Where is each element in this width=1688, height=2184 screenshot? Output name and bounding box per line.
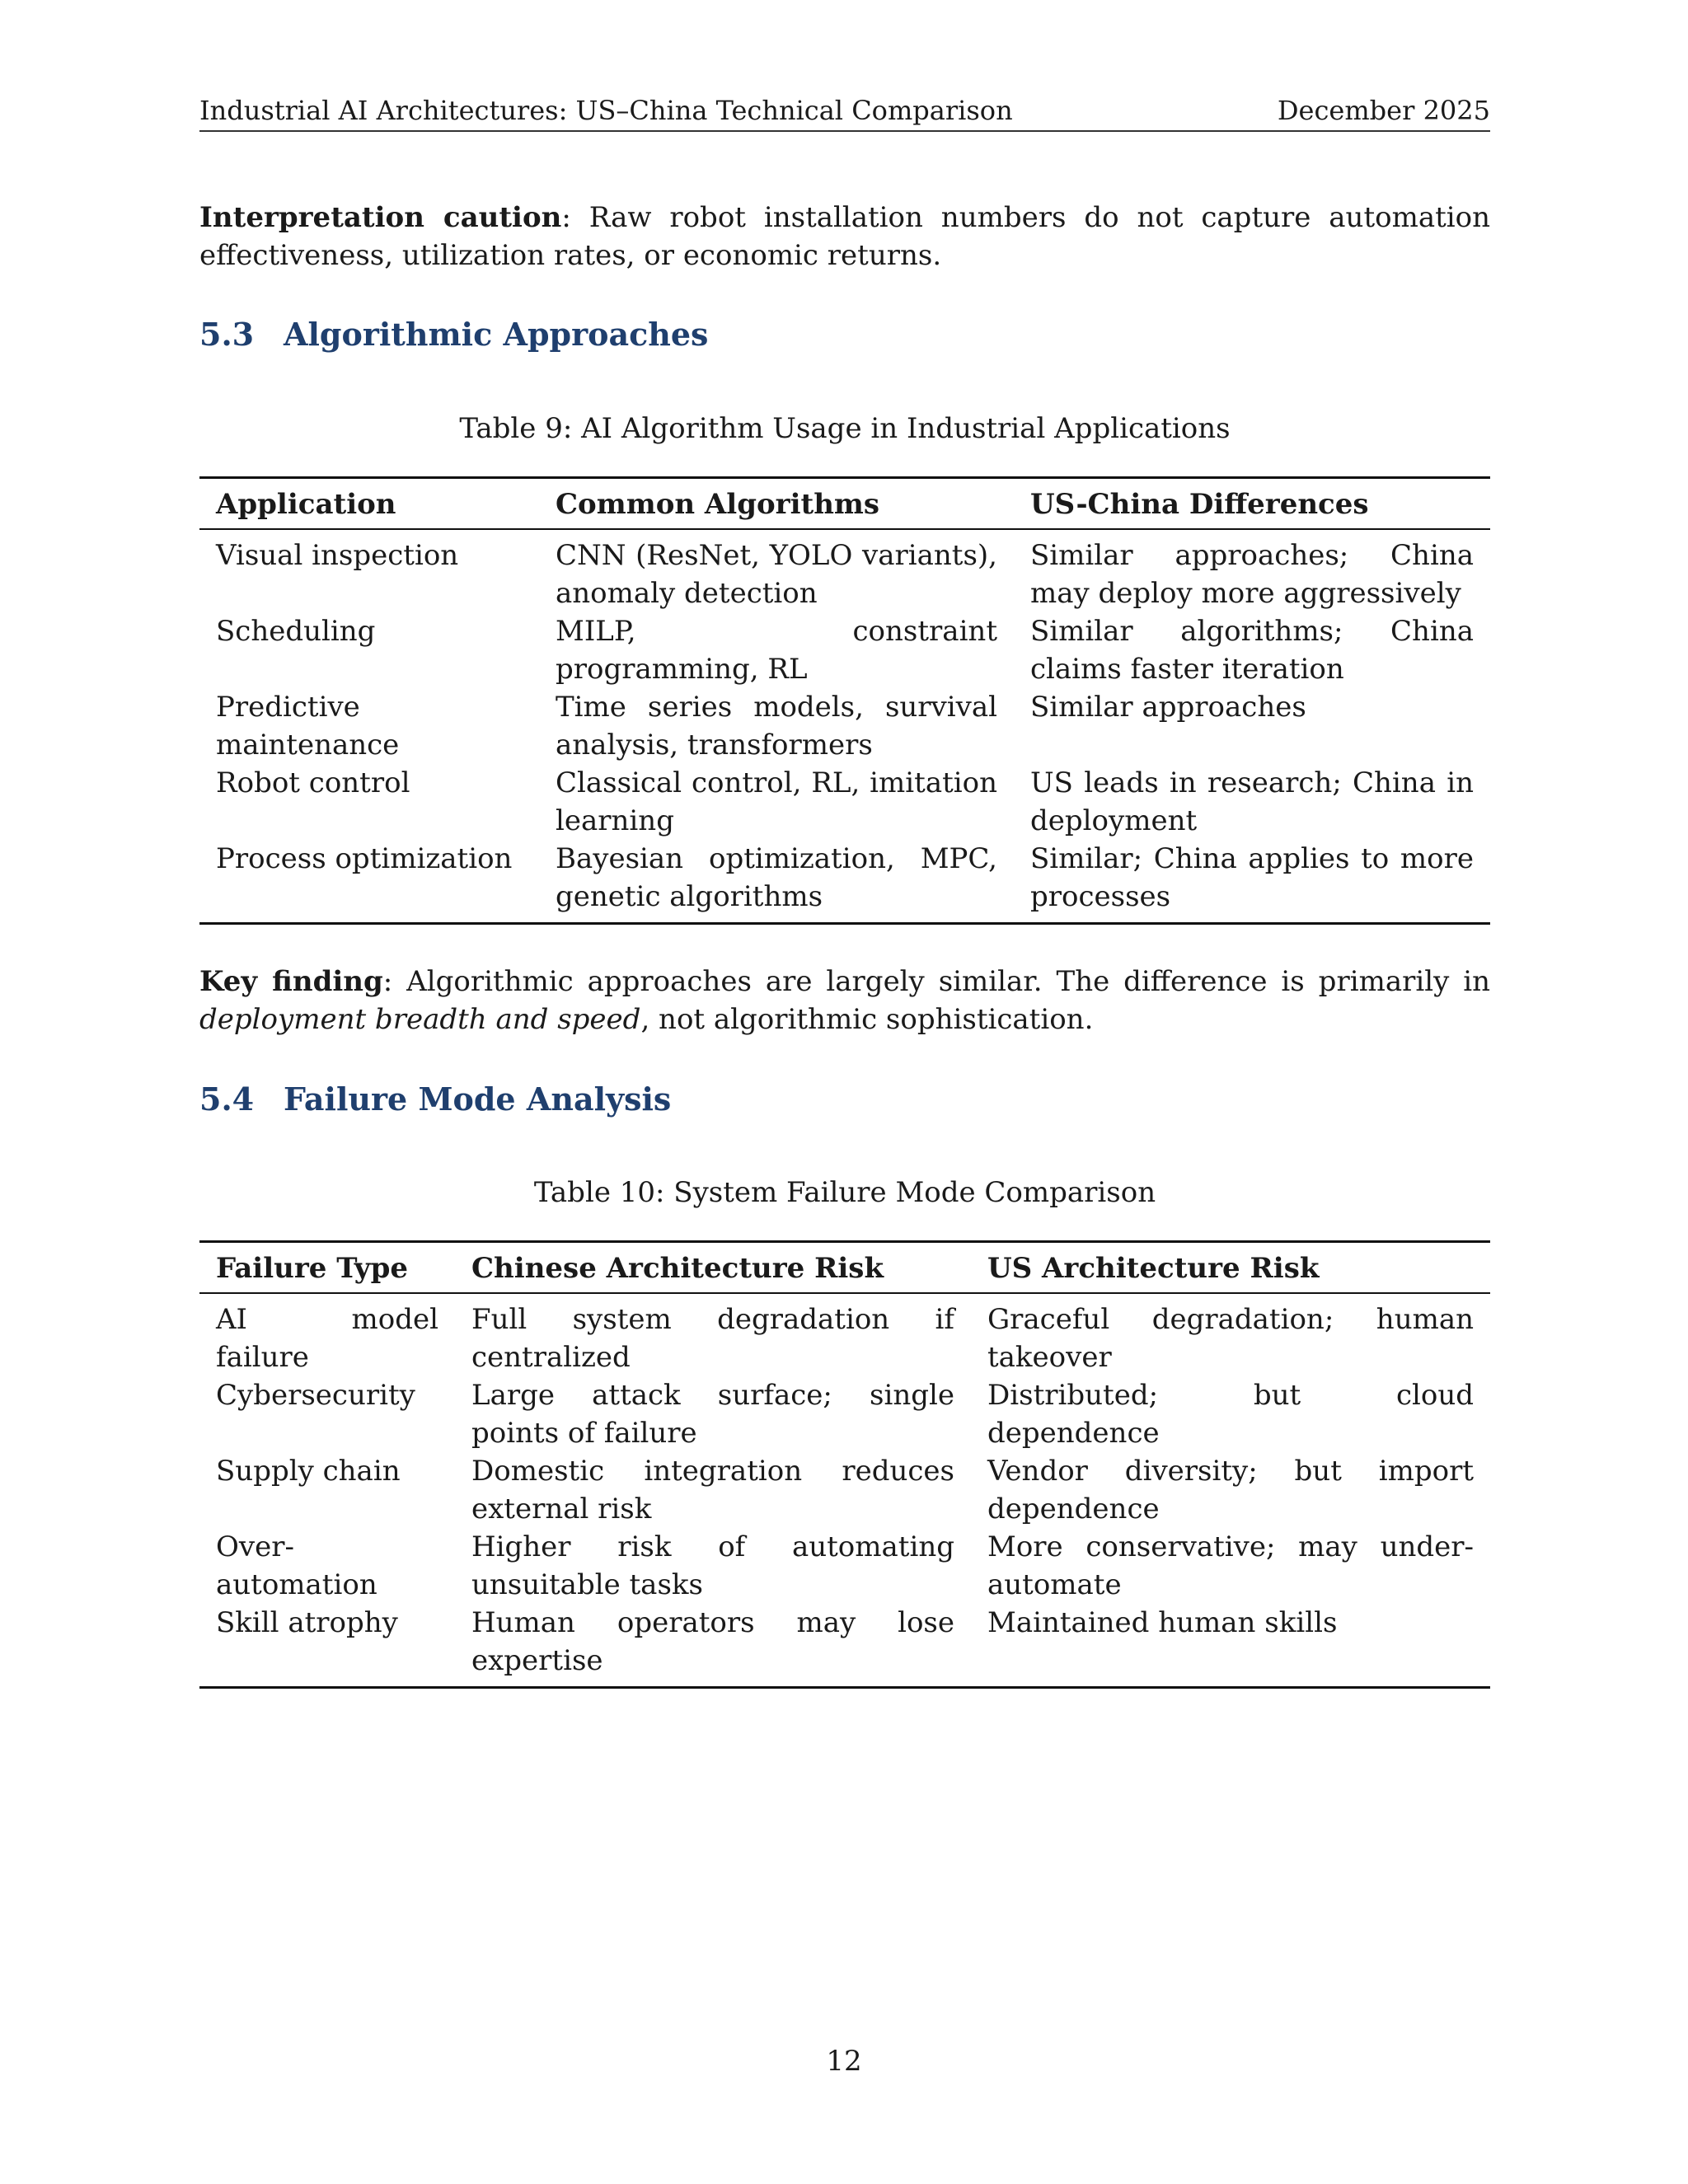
table-cell: Similar algorithms; China claims faster iteration [1030,615,1474,686]
table-cell: Maintained human skills [987,1606,1338,1639]
table-header-cell: Common Algorithms [556,488,880,521]
table-row [199,688,1490,764]
table-header-cell: Failure Type [216,1252,408,1285]
table-row [199,1293,1490,1376]
table-cell: Domestic integration reduces external risk [471,1455,954,1526]
running-header-title: Industrial AI Architectures: US–China Technical Comparison [199,95,1013,126]
table-header-row [199,478,1490,530]
table-cell: MILP, constraint programming, RL [556,615,997,686]
table-header-cell: US-China Differences [1030,488,1369,521]
table-row [199,1604,1490,1688]
table-9 [199,476,1490,925]
section-title: Failure Mode Analysis [284,1080,672,1118]
table-cell: AI model failure [216,1303,438,1374]
table-9-caption: Table 9: AI Algorithm Usage in Industrial Applications [459,412,1231,445]
table-cell: Robot control [216,766,410,799]
table-cell: More conservative; may under-automate [987,1530,1474,1601]
table-cell: Similar; China applies to more processes [1030,842,1474,913]
table-cell: US leads in research; China in deployment [1030,766,1474,837]
table-cell: Full system degradation if centralized [471,1303,954,1374]
table-cell: Similar approaches [1030,691,1306,724]
table-row [199,1376,1490,1452]
page-number: 12 [826,2045,862,2078]
key-finding-paragraph [199,963,1490,1038]
section-heading-5-3 [199,315,708,354]
table-header-row [199,1242,1490,1294]
table-row [199,612,1490,688]
table-header-cell: US Architecture Risk [987,1252,1320,1285]
table-cell: Higher risk of automating unsuitable tasks [471,1530,954,1601]
table-cell: Visual inspection [216,539,459,572]
running-header-date: December 2025 [1277,95,1490,126]
table-10-caption: Table 10: System Failure Mode Comparison [533,1176,1156,1209]
caution-label: Interpretation caution [199,201,562,234]
table-cell: Scheduling [216,615,376,648]
table-row [199,840,1490,924]
table-header-cell: Application [216,488,396,521]
key-finding-emphasis: deployment breadth and speed [199,1003,641,1036]
table-cell: Process optimization [216,842,513,875]
table-cell: Time series models, survival analysis, transformers [556,691,997,762]
interpretation-caution-paragraph [199,199,1490,274]
running-header [199,92,1490,132]
table-cell: Skill atrophy [216,1606,398,1639]
table-row [199,764,1490,840]
table-cell: Similar approaches; China may deploy more aggressively [1030,539,1474,610]
table-row [199,1452,1490,1528]
table-row [199,1528,1490,1604]
table-cell: Over-automation [216,1530,377,1601]
table-cell: Bayesian optimization, MPC, genetic algorithms [556,842,997,913]
section-title: Algorithmic Approaches [284,316,709,353]
caution-text: : Raw robot installation numbers do not capture automation effectiveness, utilization rates, or economic returns. [199,201,1490,272]
table-cell: Predictive maintenance [216,691,400,762]
section-number: 5.3 [199,316,255,353]
key-finding-text-end: , not algorithmic sophistication. [640,1003,1094,1036]
section-heading-5-4 [199,1080,671,1119]
section-number: 5.4 [199,1080,255,1118]
table-cell: Cybersecurity [216,1379,415,1412]
table-row [199,529,1490,612]
key-finding-label: Key finding [199,965,383,998]
table-cell: Graceful degradation; human takeover [987,1303,1474,1374]
table-cell: Vendor diversity; but import dependence [987,1455,1474,1526]
key-finding-text: : Algorithmic approaches are largely similar. The difference is primarily in [382,965,1490,998]
table-cell: CNN (ResNet, YOLO variants), anomaly detection [556,539,997,610]
table-cell: Classical control, RL, imitation learning [556,766,997,837]
table-cell: Large attack surface; single points of failure [471,1379,954,1450]
table-header-cell: Chinese Architecture Risk [471,1252,884,1285]
table-cell: Supply chain [216,1455,401,1488]
table-cell: Human operators may lose expertise [471,1606,954,1677]
table-10 [199,1240,1490,1689]
table-cell: Distributed; but cloud dependence [987,1379,1474,1450]
